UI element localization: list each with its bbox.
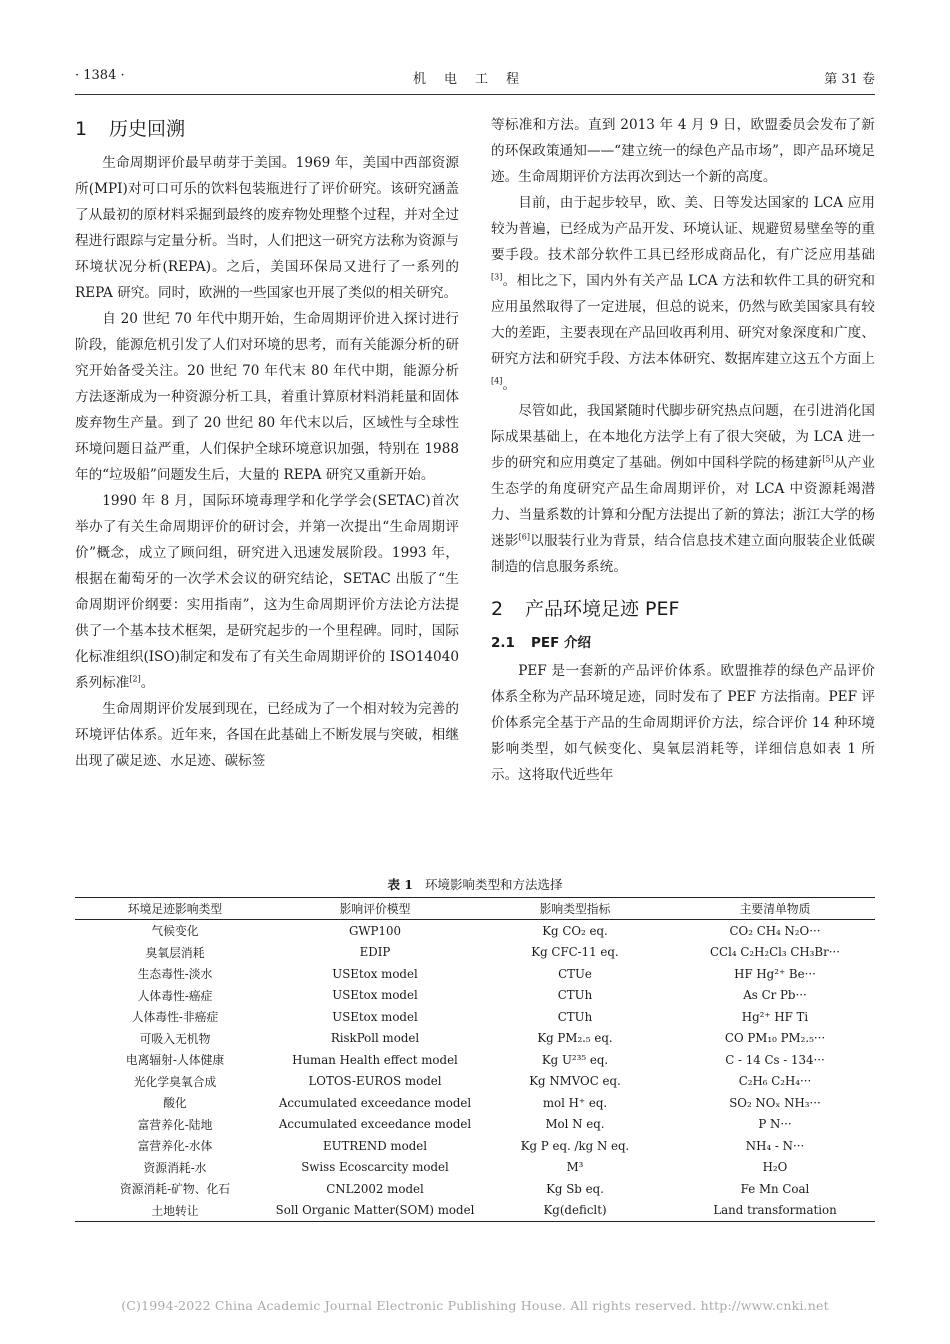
table-cell: 资源消耗-水 bbox=[143, 1160, 207, 1175]
paragraph-continued: 等标准和方法。直到 2013 年 4 月 9 日，欧盟委员会发布了新的环保政策通知——“建立统一的绿色产品市场”，即产品环境足迹。生命周期评价方法再次到达一个新的高度。 bbox=[491, 117, 875, 185]
table-row bbox=[75, 920, 875, 942]
table-cell: 人体毒性-癌症 bbox=[137, 988, 213, 1003]
table-cell: Fe Mn Coal bbox=[740, 1181, 810, 1196]
citation-ref[interactable]: [3] bbox=[491, 272, 503, 282]
table-cell: 生态毒性-淡水 bbox=[137, 967, 213, 982]
table-cell: CO PM₁₀ PM₂.₅··· bbox=[724, 1031, 826, 1046]
table-cell: Kg Sb eq. bbox=[546, 1181, 604, 1196]
table-cell: Kg(deficlt) bbox=[475, 1200, 675, 1222]
table-cell: 人体毒性-非癌症 bbox=[131, 1010, 219, 1025]
table-cell: LOTOS-EUROS model bbox=[308, 1074, 442, 1089]
citation-ref[interactable]: [2] bbox=[129, 674, 141, 684]
paragraph-text: 以服装行业为背景，结合信息技术建立面向服装企业低碳制造的信息服务系统。 bbox=[491, 533, 876, 575]
paragraph-text: 目前，由于起步较早，欧、美、日等发达国家的 LCA 应用较为普遍，已经成为产品开发、环境认证、规避贸易壁垒等的重要手段。技术部分软件工具已经形成商品化，有广泛应用基础 bbox=[491, 195, 875, 263]
table-cell: HF Hg²⁺ Be··· bbox=[734, 966, 816, 981]
section-2-title: 产品环境足迹 PEF bbox=[525, 598, 680, 620]
subsection-number: 2.1 bbox=[491, 635, 515, 651]
table-header-row bbox=[75, 898, 875, 920]
table-cell: EDIP bbox=[359, 945, 391, 960]
paragraph: PEF 是一套新的产品评价体系。欧盟推荐的绿色产品评价体系全称为产品环境足迹，同时发布了 PEF 方法指南。PEF 评价体系完全基于产品的生命周期评价方法，综合评价 14 种环境影响类型，如气候变化、臭氧层消耗等，详细信息如表 1 所示。这将取代近些年 bbox=[491, 663, 875, 783]
table-cell: 可吸入无机物 bbox=[139, 1031, 211, 1046]
table-cell: Land transformation bbox=[675, 1200, 875, 1222]
table-cell: Soll Organic Matter(SOM) model bbox=[275, 1200, 475, 1222]
table-cell: Mol N eq. bbox=[545, 1117, 605, 1132]
paragraph-text: 。相比之下，国内外有关产品 LCA 方法和软件工具的研究和应用虽然取得了一定进展，但总的说来，仍然与欧美国家具有较大的差距，主要表现在产品回收再利用、研究对象深度和广度、研究方法和研究手段、方法本体研究、数据库建立这五个方面上 bbox=[491, 273, 875, 367]
paragraph-text: 1990 年 8 月，国际环境毒理学和化学学会(SETAC)首次举办了有关生命周期评价的研讨会，并第一次提出“生命周期评价”概念，成立了顾问组，研究进入迅速发展阶段。1993 年，根据在葡萄牙的一次学术会议的研究结论，SETAC 出版了“生命周期评价纲要：实用指南”，这为生命周期评价方法论方法提供了一个基本技术框架，是研究起步的一个里程碑。同时，国际化标准组织(ISO)制定和发布了有关生命周期评价的 ISO14040 系列标准 bbox=[75, 493, 459, 691]
table-cell: Kg PM₂.₅ eq. bbox=[537, 1031, 613, 1046]
table-row bbox=[75, 1157, 875, 1179]
table-cell: Kg U²³⁵ eq. bbox=[541, 1052, 609, 1067]
table-row bbox=[75, 942, 875, 964]
page-header bbox=[75, 68, 875, 90]
table-cell: C₂H₆ C₂H₄··· bbox=[738, 1074, 812, 1089]
subsection-title: PEF 介绍 bbox=[531, 635, 592, 651]
table-cell: Kg CFC-11 eq. bbox=[531, 945, 619, 960]
page-number: · 1384 · bbox=[75, 68, 125, 83]
table-cell: CO₂ CH₄ N₂O··· bbox=[729, 923, 821, 938]
table-cell: 富营养化-水体 bbox=[137, 1139, 213, 1154]
table-cell: Kg CO₂ eq. bbox=[542, 923, 608, 938]
table-row bbox=[75, 1028, 875, 1050]
table-cell: Accumulated exceedance model bbox=[278, 1095, 472, 1110]
table-caption-text: 环境影响类型和方法选择 bbox=[425, 877, 563, 892]
paragraph: 生命周期评价发展到现在，已经成为了一个相对较为完善的环境评估体系。近年来，各国在此基础上不断发展与突破，相继出现了碳足迹、水足迹、碳标签 bbox=[75, 701, 459, 769]
table-row bbox=[75, 985, 875, 1007]
citation-ref[interactable]: [6] bbox=[518, 532, 530, 542]
table-row bbox=[75, 1006, 875, 1028]
table-cell: 富营养化-陆地 bbox=[137, 1117, 213, 1132]
paragraph: 自 20 世纪 70 年代中期开始，生命周期评价进入探讨进行阶段，能源危机引发了人们对环境的思考，而有关能源分析的研究开始备受关注。20 世纪 70 年代末 80 年代中期，能源分析方法逐渐成为一种资源分析工具，着重计算原材料消耗量和固体废弃物生产量。到了 20 世纪 80 年代末以后，区域性与全球性环境问题日益严重，人们保护全球环境意识加强，特别在 1988 年的“垃圾船”问题发生后，大量的 REPA 研究又重新开始。 bbox=[75, 311, 459, 483]
impact-table bbox=[75, 897, 875, 1222]
table-cell: Accumulated exceedance model bbox=[278, 1117, 472, 1132]
paragraph bbox=[75, 488, 459, 696]
table-cell: Human Health effect model bbox=[292, 1052, 458, 1067]
table-body bbox=[75, 920, 875, 1222]
table-cell: USEtox model bbox=[332, 966, 418, 981]
table-cell: 气候变化 bbox=[151, 924, 199, 939]
table-cell: USEtox model bbox=[332, 1009, 418, 1024]
section-1-number: 1 bbox=[75, 118, 88, 140]
paragraph-text: 。 bbox=[502, 377, 516, 393]
table-row bbox=[75, 1114, 875, 1136]
table-cell: Kg NMVOC eq. bbox=[529, 1074, 621, 1089]
table-row bbox=[75, 1049, 875, 1071]
table-cell: CTUh bbox=[557, 1009, 593, 1024]
section-1-title: 历史回溯 bbox=[109, 118, 186, 140]
section-2-number: 2 bbox=[491, 598, 504, 620]
section-1-heading bbox=[75, 114, 459, 144]
table-row bbox=[75, 1135, 875, 1157]
paragraph-text: 从产业生态学的角度研究产品生命周期评价，对 LCA 中资源耗竭潜力、当量系数的计算和分配方法提出了新的算法；浙江大学的杨迷影 bbox=[491, 455, 875, 549]
header-rule bbox=[75, 94, 875, 95]
table-cell: CTUh bbox=[557, 988, 593, 1003]
column-header: 影响评价模型 bbox=[275, 898, 475, 920]
paragraph: 生命周期评价最早萌芽于美国。1969 年，美国中西部资源所(MPI)对可口可乐的饮料包装瓶进行了评价研究。该研究涵盖了从最初的原材料采掘到最终的废弃物处理整个过程，并对全过程进行跟踪与定量分析。当时，人们把这一研究方法称为资源与环境状况分析(REPA)。之后，美国环保局又进行了一系列的 REPA 研究。同时，欧洲的一些国家也开展了类似的相关研究。 bbox=[75, 155, 459, 301]
table-caption bbox=[75, 875, 875, 893]
column-header: 主要清单物质 bbox=[675, 898, 875, 920]
table-cell: 光化学臭氧合成 bbox=[133, 1074, 217, 1089]
citation-ref[interactable]: [5] bbox=[822, 454, 834, 464]
table-cell: As Cr Pb··· bbox=[743, 988, 807, 1003]
table-cell: Kg P eq. /kg N eq. bbox=[520, 1138, 630, 1153]
table-cell: GWP100 bbox=[348, 923, 401, 938]
table-row bbox=[75, 1200, 875, 1222]
table-cell: NH₄ - N··· bbox=[745, 1138, 805, 1153]
table-cell: H₂O bbox=[762, 1160, 788, 1175]
table-cell: 电离辐射-人体健康 bbox=[125, 1053, 225, 1068]
table-label: 表 1 bbox=[387, 877, 414, 892]
table-cell: mol H⁺ eq. bbox=[542, 1095, 608, 1110]
table-row bbox=[75, 963, 875, 985]
paragraph bbox=[491, 190, 875, 398]
left-column bbox=[75, 112, 459, 774]
table-cell: USEtox model bbox=[332, 988, 418, 1003]
table-cell: CCl₄ C₂H₂Cl₃ CH₃Br··· bbox=[710, 945, 840, 960]
paragraph bbox=[491, 398, 875, 580]
table-cell: 资源消耗-矿物、化石 bbox=[119, 1182, 231, 1197]
table-cell: P N··· bbox=[758, 1117, 792, 1132]
table-cell: CTUe bbox=[558, 966, 592, 981]
table-row bbox=[75, 1092, 875, 1114]
copyright-footer: (C)1994-2022 China Academic Journal Electronic Publishing House. All rights reserved. http://www.cnki.net bbox=[121, 1298, 829, 1313]
paragraph-text: 尽管如此，我国紧随时代脚步研究热点问题，在引进消化国际成果基础上，在本地化方法学上有了很大突破，为 LCA 进一步的研究和应用奠定了基础。例如中国科学院的杨建新 bbox=[491, 403, 875, 471]
table-row bbox=[75, 1178, 875, 1200]
table-cell: 臭氧层消耗 bbox=[145, 945, 205, 960]
column-header: 环境足迹影响类型 bbox=[75, 898, 275, 920]
table-cell: RiskPoll model bbox=[330, 1031, 420, 1046]
table-cell: CNL2002 model bbox=[326, 1181, 424, 1196]
subsection-heading bbox=[491, 630, 875, 656]
column-header: 影响类型指标 bbox=[475, 898, 675, 920]
table-cell: M³ bbox=[566, 1160, 584, 1175]
table-row bbox=[75, 1071, 875, 1093]
citation-ref[interactable]: [4] bbox=[491, 376, 503, 386]
table-cell: 酸化 bbox=[163, 1096, 187, 1111]
table-cell: 土地转让 bbox=[75, 1200, 275, 1222]
volume-label: 第 31 卷 bbox=[824, 72, 875, 87]
table-cell: EUTREND model bbox=[322, 1138, 428, 1153]
table-cell: SO₂ NOₓ NH₃··· bbox=[729, 1095, 821, 1110]
table-cell: C - 14 Cs - 134··· bbox=[725, 1052, 825, 1067]
table-cell: Swiss Ecoscarcity model bbox=[301, 1160, 449, 1175]
journal-name: 机电工程 bbox=[412, 72, 537, 87]
right-column bbox=[491, 112, 875, 788]
table-cell: Hg²⁺ HF Ti bbox=[741, 1009, 809, 1024]
section-2-heading bbox=[491, 594, 875, 624]
paragraph-text: 。 bbox=[140, 675, 155, 691]
